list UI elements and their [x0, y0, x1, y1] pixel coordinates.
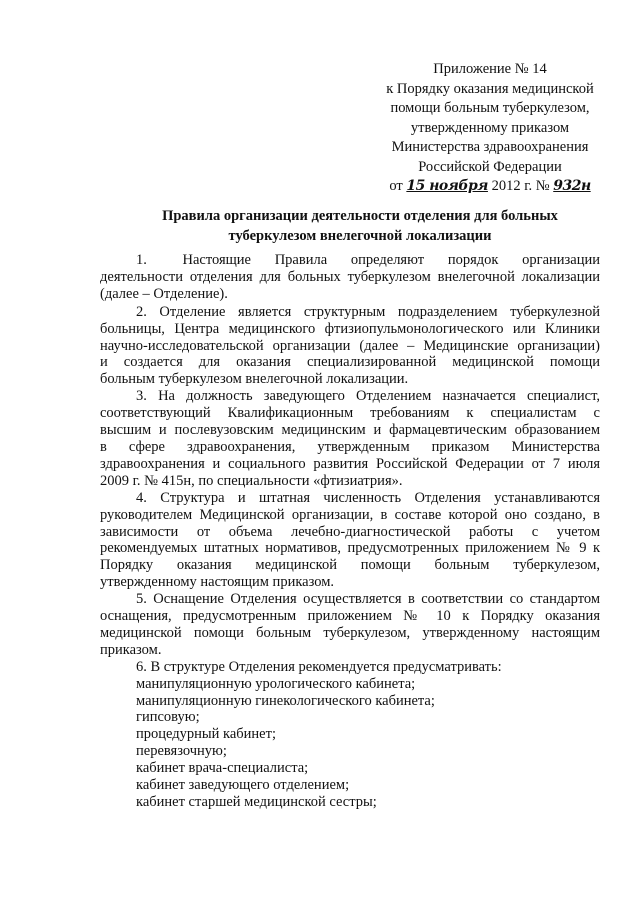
list-item: кабинет врача-специалиста; — [136, 760, 309, 777]
text-line: соответствующий Квалификационным требованиям к специалистам с — [100, 405, 600, 422]
text-line: 1. Настоящие Правила определяют порядок организации — [136, 252, 600, 268]
annex-line: Министерства здравоохранения — [391, 139, 589, 155]
text-line: оснащения, предусмотренным приложением № 10 к Порядку оказания — [100, 608, 600, 625]
document-body — [100, 252, 600, 811]
text-line: деятельности отделения для больных туберкулезом внелегочной локализации — [100, 268, 600, 285]
text-line: в сфере здравоохранения, утвержденным приказом Министерства — [100, 438, 600, 455]
paragraph-2 — [100, 304, 600, 389]
list-item: процедурный кабинет; — [136, 726, 276, 743]
text-line: здравоохранения и социального развития Российской Федерации от 7 июля — [100, 455, 600, 472]
title-line-2: туберкулезом внелегочной локализации — [228, 228, 492, 244]
text-line: (далее – Отделение). — [100, 285, 228, 302]
text-line: высшим и послевузовским медицинским и фармацевтическим образованием — [100, 422, 600, 439]
list-item: гипсовую; — [136, 709, 200, 726]
text-line: больницы, Центра медицинского фтизиопульмонологического или Клиники — [100, 320, 600, 337]
paragraph-3 — [100, 388, 600, 489]
text-line: приказом. — [100, 641, 162, 658]
text-line: 2009 г. № 415н, по специальности «фтизиатрия». — [100, 472, 403, 489]
paragraph-4 — [100, 490, 600, 591]
text-line: больным туберкулезом внелегочной локализации. — [100, 371, 409, 388]
text-line: рекомендуемых штатных нормативов, предусмотренных приложением № 9 к — [100, 540, 600, 557]
annex-line: к Порядку оказания медицинской — [386, 80, 594, 97]
annex-header — [360, 60, 620, 197]
text-line: Порядку оказания медицинской помощи больным туберкулезом, — [100, 557, 600, 574]
annex-date-line — [360, 177, 620, 197]
title-line-1: Правила организации деятельности отделения для больных — [162, 208, 558, 224]
text-line: руководителем Медицинской организации, в составе которой оно создано, в — [100, 506, 600, 523]
text-line: медицинской помощи больным туберкулезом, утвержденному настоящим — [100, 624, 600, 641]
date-year: 2012 г. № — [491, 178, 550, 194]
date-prefix: от — [389, 178, 403, 194]
text-line: 4. Структура и штатная численность Отделения устанавливаются — [136, 489, 600, 506]
document-title — [150, 206, 570, 246]
paragraph-1 — [100, 252, 600, 303]
paragraph-6 — [100, 659, 600, 811]
list-item: манипуляционную урологического кабинета; — [136, 675, 416, 692]
text-line: 3. На должность заведующего Отделением назначается специалист, — [136, 388, 600, 405]
text-line: и создается для оказания специализированной медицинской помощи — [100, 354, 600, 371]
text-line: научно-исследовательской организации (далее – Медицинские организации) — [100, 337, 600, 354]
annex-line: утвержденному приказом — [410, 119, 570, 136]
list-intro: 6. В структуре Отделения рекомендуется предусматривать: — [136, 658, 502, 675]
text-line: зависимости от объема лечебно-диагностической работы с учетом — [100, 523, 600, 540]
handwritten-date: 15 ноября — [406, 178, 488, 194]
annex-line: Российской Федерации — [418, 158, 562, 175]
text-line: утвержденному настоящим приказом. — [100, 574, 335, 591]
text-line: 2. Отделение является структурным подразделением туберкулезной — [136, 303, 600, 320]
handwritten-order-number: 932н — [553, 178, 591, 194]
text-line: 5. Оснащение Отделения осуществляется в соответствии со стандартом — [136, 591, 600, 608]
paragraph-5 — [100, 591, 600, 659]
list-item: манипуляционную гинекологического кабинета; — [136, 692, 435, 709]
annex-line: помощи больным туберкулезом, — [390, 100, 590, 116]
list-item: кабинет старшей медицинской сестры; — [136, 794, 377, 810]
list-item: кабинет заведующего отделением; — [136, 777, 350, 794]
annex-line: Приложение № 14 — [433, 61, 547, 77]
list-item: перевязочную; — [136, 743, 227, 760]
